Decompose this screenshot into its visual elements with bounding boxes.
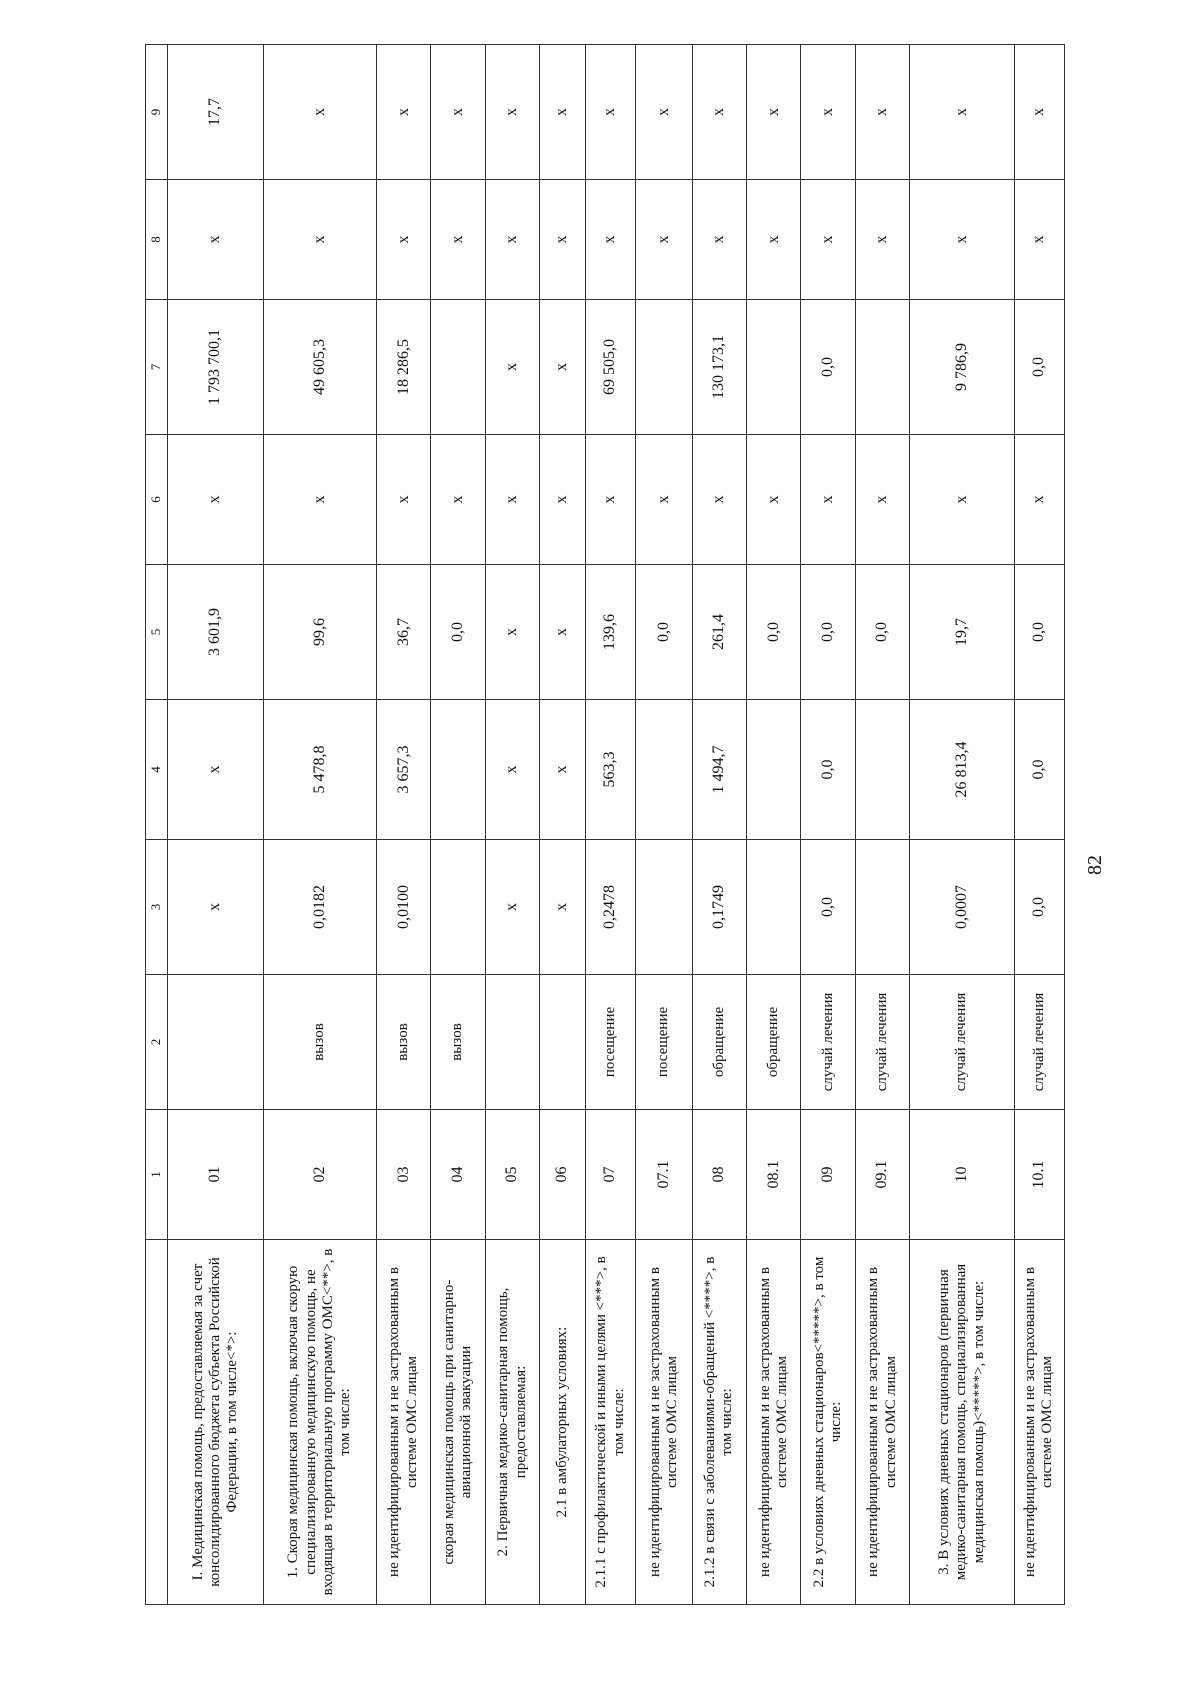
cell-col-7: x: [485, 300, 539, 435]
cell-col-6: x: [585, 435, 635, 565]
cell-col-7: 130 173,1: [692, 300, 746, 435]
cell-col-3: 0,2478: [585, 840, 635, 975]
cell-col-7: 9 786,9: [910, 300, 1015, 435]
data-table: [145, 44, 1065, 1605]
cell-col-9: x: [263, 45, 376, 180]
cell-col-8: x: [801, 180, 855, 300]
cell-col-5: 99,6: [263, 565, 376, 700]
cell-col-5: 19,7: [910, 565, 1015, 700]
cell-col-7: [636, 300, 693, 435]
table-row: [692, 45, 746, 1605]
cell-col-6: x: [801, 435, 855, 565]
cell-col-9: x: [747, 45, 801, 180]
cell-col-5: 0,0: [855, 565, 909, 700]
cell-col-7: x: [540, 300, 586, 435]
cell-col-5: 36,7: [376, 565, 430, 700]
header-col-6: 6: [146, 435, 168, 565]
row-name: не идентифицированным и не застрахованным в системе ОМС лицам: [747, 1240, 801, 1605]
cell-col-9: x: [585, 45, 635, 180]
cell-col-3: 0,0: [801, 840, 855, 975]
table-row: [431, 45, 485, 1605]
row-name: 1. Скорая медицинская помощь, включая скорую специализированную медицинскую помощь, не входящая в территориальную программу ОМС<**>, в том числе:: [263, 1240, 376, 1605]
cell-col-7: 0,0: [1014, 300, 1064, 435]
cell-col-8: x: [636, 180, 693, 300]
cell-col-5: 0,0: [431, 565, 485, 700]
header-col-4: 4: [146, 700, 168, 840]
cell-col-8: x: [431, 180, 485, 300]
row-name: 2.2 в условиях дневных стационаров<*****>, в том числе:: [801, 1240, 855, 1605]
cell-col-8: x: [168, 180, 264, 300]
cell-col-6: x: [263, 435, 376, 565]
header-col-1: 1: [146, 1110, 168, 1240]
cell-col-6: x: [747, 435, 801, 565]
row-name: 2.1.1 с профилактической и иными целями <***>, в том числе:: [585, 1240, 635, 1605]
cell-col-9: x: [376, 45, 430, 180]
row-name: I. Медицинская помощь, предоставляемая за счет консолидированного бюджета субъекта Российской Федерации, в том числе<*>:: [168, 1240, 264, 1605]
cell-col-6: x: [692, 435, 746, 565]
cell-col-7: 49 605,3: [263, 300, 376, 435]
cell-col-5: 261,4: [692, 565, 746, 700]
cell-col-4: 3 657,3: [376, 700, 430, 840]
cell-col-5: x: [485, 565, 539, 700]
row-unit: вызов: [376, 975, 430, 1110]
cell-col-9: x: [692, 45, 746, 180]
row-unit: случай лечения: [910, 975, 1015, 1110]
cell-col-7: 1 793 700,1: [168, 300, 264, 435]
cell-col-8: x: [263, 180, 376, 300]
row-name: 3. В условиях дневных стационаров (первичная медико-санитарная помощь, специализированная медицинская помощь)<*****>, в том числе:: [910, 1240, 1015, 1605]
cell-col-9: x: [1014, 45, 1064, 180]
cell-col-4: [636, 700, 693, 840]
row-code: 10.1: [1014, 1110, 1064, 1240]
cell-col-4: 0,0: [1014, 700, 1064, 840]
row-unit: вызов: [431, 975, 485, 1110]
cell-col-7: 18 286,5: [376, 300, 430, 435]
cell-col-7: [431, 300, 485, 435]
header-col-3: 3: [146, 840, 168, 975]
cell-col-8: x: [540, 180, 586, 300]
page-number: 82: [1084, 855, 1106, 875]
row-name: не идентифицированным и не застрахованным в системе ОМС лицам: [1014, 1240, 1064, 1605]
row-unit: случай лечения: [801, 975, 855, 1110]
cell-col-3: [636, 840, 693, 975]
table-row: [376, 45, 430, 1605]
cell-col-4: x: [485, 700, 539, 840]
cell-col-4: 0,0: [801, 700, 855, 840]
cell-col-6: x: [1014, 435, 1064, 565]
cell-col-9: 17,7: [168, 45, 264, 180]
table-row: [168, 45, 264, 1605]
table-row: [636, 45, 693, 1605]
header-blank: [146, 1240, 168, 1605]
row-name: не идентифицированным и не застрахованным в системе ОМС лицам: [376, 1240, 430, 1605]
table-row: [910, 45, 1015, 1605]
cell-col-5: 139,6: [585, 565, 635, 700]
row-name: скорая медицинская помощь при санитарно-авиационной эвакуации: [431, 1240, 485, 1605]
cell-col-8: x: [376, 180, 430, 300]
row-code: 02: [263, 1110, 376, 1240]
row-unit: обращение: [692, 975, 746, 1110]
table-row: [1014, 45, 1064, 1605]
cell-col-8: x: [1014, 180, 1064, 300]
row-unit: вызов: [263, 975, 376, 1110]
header-col-7: 7: [146, 300, 168, 435]
cell-col-9: x: [801, 45, 855, 180]
cell-col-4: 26 813,4: [910, 700, 1015, 840]
row-unit: [168, 975, 264, 1110]
cell-col-8: x: [855, 180, 909, 300]
table-row: [855, 45, 909, 1605]
row-code: 06: [540, 1110, 586, 1240]
row-code: 01: [168, 1110, 264, 1240]
row-name: не идентифицированным и не застрахованным в системе ОМС лицам: [636, 1240, 693, 1605]
cell-col-8: x: [747, 180, 801, 300]
cell-col-7: [747, 300, 801, 435]
row-code: 07.1: [636, 1110, 693, 1240]
cell-col-5: 0,0: [1014, 565, 1064, 700]
cell-col-8: x: [692, 180, 746, 300]
table-row: [801, 45, 855, 1605]
cell-col-6: x: [376, 435, 430, 565]
cell-col-6: x: [855, 435, 909, 565]
row-name: 2.1 в амбулаторных условиях:: [540, 1240, 586, 1605]
row-code: 08: [692, 1110, 746, 1240]
cell-col-3: [747, 840, 801, 975]
row-unit: посещение: [585, 975, 635, 1110]
cell-col-3: [855, 840, 909, 975]
table-row: [485, 45, 539, 1605]
cell-col-8: x: [585, 180, 635, 300]
table-row: [263, 45, 376, 1605]
cell-col-7: [855, 300, 909, 435]
row-code: 03: [376, 1110, 430, 1240]
row-code: 04: [431, 1110, 485, 1240]
cell-col-9: x: [485, 45, 539, 180]
row-code: 10: [910, 1110, 1015, 1240]
cell-col-9: x: [540, 45, 586, 180]
header-col-9: 9: [146, 45, 168, 180]
cell-col-4: [747, 700, 801, 840]
cell-col-6: x: [910, 435, 1015, 565]
cell-col-5: 0,0: [801, 565, 855, 700]
row-code: 07: [585, 1110, 635, 1240]
header-col-8: 8: [146, 180, 168, 300]
header-col-2: 2: [146, 975, 168, 1110]
cell-col-3: x: [540, 840, 586, 975]
row-code: 09: [801, 1110, 855, 1240]
cell-col-3: x: [485, 840, 539, 975]
cell-col-3: 0,0182: [263, 840, 376, 975]
cell-col-7: 0,0: [801, 300, 855, 435]
cell-col-8: x: [485, 180, 539, 300]
row-code: 09.1: [855, 1110, 909, 1240]
cell-col-6: x: [485, 435, 539, 565]
row-unit: посещение: [636, 975, 693, 1110]
row-name: 2. Первичная медико-санитарная помощь, предоставляемая:: [485, 1240, 539, 1605]
rotated-table-container: [145, 45, 1065, 1605]
cell-col-5: 0,0: [636, 565, 693, 700]
row-unit: [485, 975, 539, 1110]
cell-col-9: x: [855, 45, 909, 180]
cell-col-6: x: [431, 435, 485, 565]
cell-col-8: x: [910, 180, 1015, 300]
cell-col-5: 0,0: [747, 565, 801, 700]
cell-col-4: x: [168, 700, 264, 840]
cell-col-3: [431, 840, 485, 975]
cell-col-6: x: [540, 435, 586, 565]
cell-col-4: x: [540, 700, 586, 840]
cell-col-5: x: [540, 565, 586, 700]
cell-col-5: 3 601,9: [168, 565, 264, 700]
row-name: 2.1.2 в связи с заболеваниями-обращений <****>, в том числе:: [692, 1240, 746, 1605]
cell-col-3: x: [168, 840, 264, 975]
header-col-5: 5: [146, 565, 168, 700]
row-name: не идентифицированным и не застрахованным в системе ОМС лицам: [855, 1240, 909, 1605]
row-unit: случай лечения: [1014, 975, 1064, 1110]
row-unit: обращение: [747, 975, 801, 1110]
row-unit: случай лечения: [855, 975, 909, 1110]
cell-col-3: 0,0007: [910, 840, 1015, 975]
row-code: 08.1: [747, 1110, 801, 1240]
table-row: [540, 45, 586, 1605]
cell-col-4: 5 478,8: [263, 700, 376, 840]
cell-col-6: x: [636, 435, 693, 565]
table-row: [747, 45, 801, 1605]
cell-col-4: 563,3: [585, 700, 635, 840]
table-header-row: [146, 45, 168, 1605]
cell-col-9: x: [431, 45, 485, 180]
cell-col-3: 0,1749: [692, 840, 746, 975]
cell-col-6: x: [168, 435, 264, 565]
table-row: [585, 45, 635, 1605]
row-unit: [540, 975, 586, 1110]
cell-col-3: 0,0: [1014, 840, 1064, 975]
cell-col-3: 0,0100: [376, 840, 430, 975]
cell-col-7: 69 505,0: [585, 300, 635, 435]
cell-col-4: [855, 700, 909, 840]
cell-col-4: 1 494,7: [692, 700, 746, 840]
row-code: 05: [485, 1110, 539, 1240]
cell-col-9: x: [636, 45, 693, 180]
cell-col-4: [431, 700, 485, 840]
cell-col-9: x: [910, 45, 1015, 180]
